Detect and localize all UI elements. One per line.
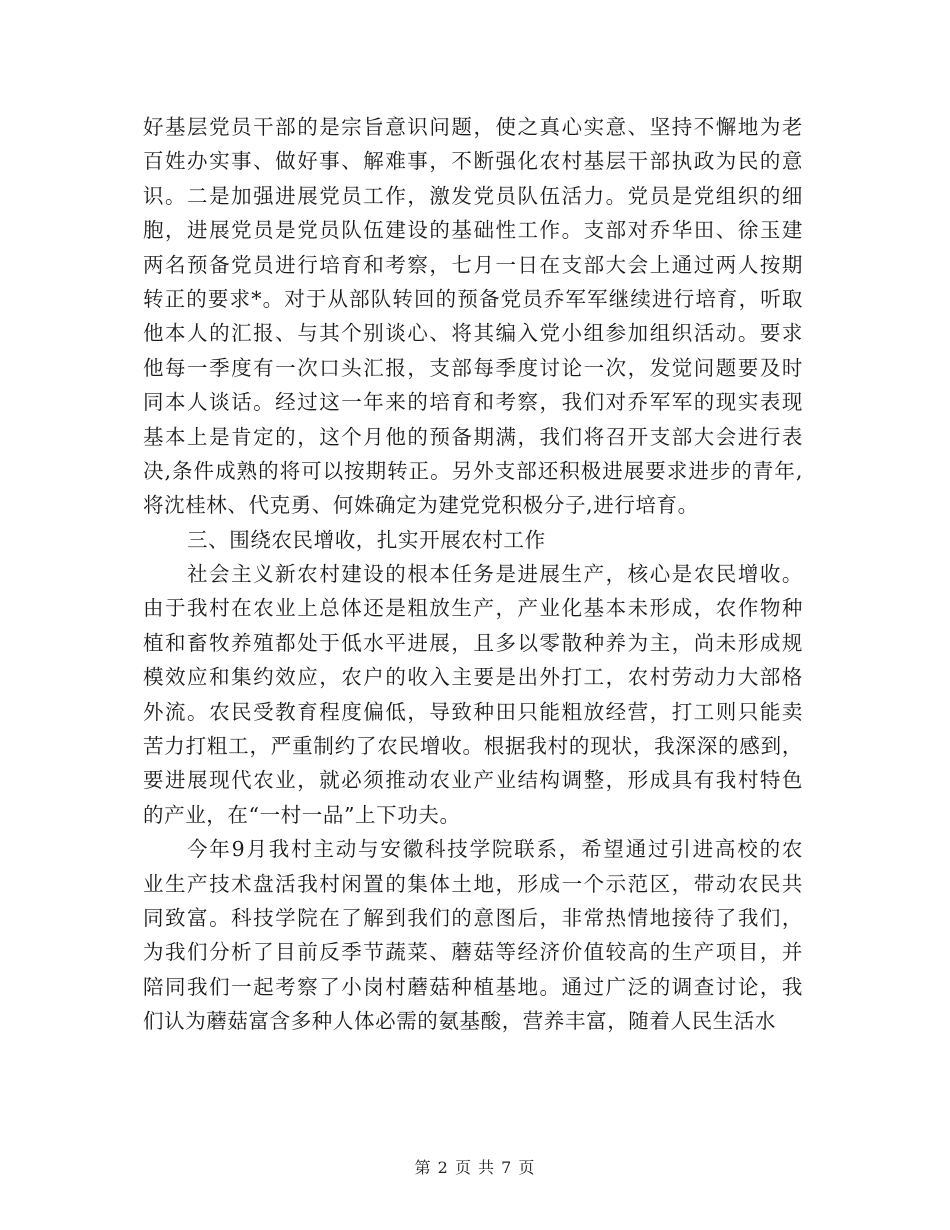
paragraph	[143, 832, 803, 1038]
text-line: 外流。农民受教育程度偏低，导致种田只能粗放经营，打工则只能卖	[143, 699, 803, 724]
text-line: 同本人谈话。经过这一年来的培育和考察，我们对乔军军的现实表现	[143, 390, 803, 415]
text-line: 的产业，在“一村一品”上下功夫。	[143, 802, 461, 827]
paragraph-container	[143, 110, 803, 1039]
text-line: 们认为蘑菇富含多种人体必需的氨基酸，营养丰富，随着人民生活水	[143, 1009, 776, 1034]
paragraph	[143, 557, 803, 832]
text-line: 由于我村在农业上总体还是粗放生产，产业化基本未形成，农作物种	[143, 596, 803, 621]
text-line: 植和畜牧养殖都处于低水平进展，且多以零散种养为主，尚未形成规	[143, 630, 803, 655]
text-line: 将沈桂林、代克勇、何姝确定为建党党积极分子,进行培育。	[143, 493, 699, 518]
text-line: 百姓办实事、做好事、解难事，不断强化农村基层干部执政为民的意	[143, 149, 803, 174]
section-heading	[143, 523, 803, 557]
text-line: 为我们分析了目前反季节蔬菜、蘑菇等经济价值较高的生产项目，并	[143, 940, 803, 965]
text-line: 陪同我们一起考察了小岗村蘑菇种植基地。通过广泛的调查讨论，我	[143, 974, 803, 999]
text-line: 社会主义新农村建设的根本任务是进展生产，核心是农民增收。	[187, 562, 803, 587]
text-line: 业生产技术盘活我村闲置的集体土地，形成一个示范区，带动农民共	[143, 871, 803, 896]
text-line: 苦力打粗工，严重制约了农民增收。根据我村的现状，我深深的感到，	[143, 734, 803, 759]
text-line: 同致富。科技学院在了解到我们的意图后，非常热情地接待了我们，	[143, 905, 803, 930]
text-line: 三、围绕农民增收，扎实开展农村工作	[187, 527, 546, 552]
text-line: 他每一季度有一次口头汇报，支部每季度讨论一次，发觉问题要及时	[143, 355, 803, 380]
text-line: 识。二是加强进展党员工作，激发党员队伍活力。党员是党组织的细	[143, 183, 803, 208]
text-line: 他本人的汇报、与其个别谈心、将其编入党小组参加组织活动。要求	[143, 321, 803, 346]
text-line: 模效应和集约效应，农户的收入主要是出外打工，农村劳动力大部格	[143, 665, 803, 690]
page-number-footer: 第 2 页 共 7 页	[414, 1158, 536, 1177]
document-body	[143, 110, 803, 1039]
text-line: 两名预备党员进行培育和考察，七月一日在支部大会上通过两人按期	[143, 252, 803, 277]
text-line: 今年9月我村主动与安徽科技学院联系，希望通过引进高校的农	[187, 837, 803, 862]
text-line: 转正的要求*。对于从部队转回的预备党员乔军军继续进行培育，听取	[143, 286, 803, 311]
paragraph	[143, 110, 803, 523]
text-line: 要进展现代农业，就必须推动农业产业结构调整，形成具有我村特色	[143, 768, 803, 793]
text-line: 胞，进展党员是党员队伍建设的基础性工作。支部对乔华田、徐玉建	[143, 218, 803, 243]
text-line: 决,条件成熟的将可以按期转正。另外支部还积极进展要求进步的青年,	[143, 458, 803, 483]
text-line: 基本上是肯定的，这个月他的预备期满，我们将召开支部大会进行表	[143, 424, 803, 449]
text-line: 好基层党员干部的是宗旨意识问题，使之真心实意、坚持不懈地为老	[143, 115, 803, 139]
